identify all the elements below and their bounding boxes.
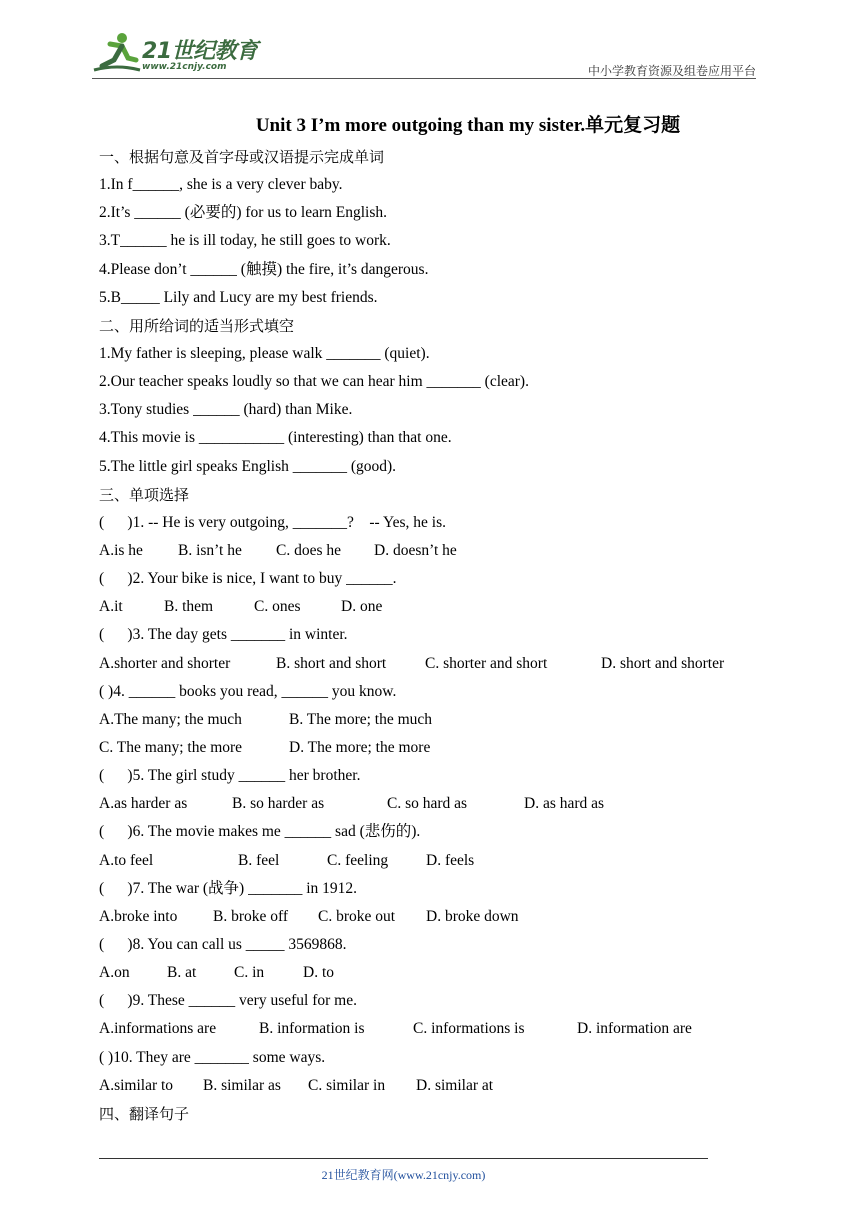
option-row [99, 847, 769, 875]
option: D. The more; the more [289, 738, 431, 756]
option-row [99, 1015, 769, 1043]
option: B. so harder as [232, 795, 325, 813]
section-heading: 三、单项选择 [99, 485, 190, 504]
option-row [99, 650, 769, 678]
option: C. similar in [308, 1076, 386, 1094]
question-item: 1.In f______, she is a very clever baby. [99, 176, 343, 194]
choice-question: ( )4. ______ books you read, ______ you know. [99, 682, 397, 700]
choice-question: ( )7. The war (战争) _______ in 1912. [99, 879, 358, 897]
option: D. as hard as [524, 795, 605, 813]
choice-question: ( )1. -- He is very outgoing, _______? -- Yes, he is. [99, 513, 446, 531]
option: A.broke into [99, 907, 178, 925]
option: B. information is [259, 1020, 365, 1038]
option: A.as harder as [99, 795, 188, 813]
option: D. one [341, 598, 383, 616]
platform-label: 中小学教育资源及组卷应用平台 [587, 64, 756, 78]
option: B. The more; the much [289, 710, 433, 728]
worksheet-content [99, 143, 769, 1128]
option: D. feels [426, 851, 475, 869]
option-row [99, 706, 769, 734]
question-item: 4.Please don’t ______ (触摸) the fire, it’s dangerous. [99, 260, 429, 278]
question-item: 5.B_____ Lily and Lucy are my best friends. [99, 288, 378, 306]
option: C. so hard as [387, 795, 468, 813]
option: A.is he [99, 541, 143, 559]
option: C. shorter and short [425, 654, 548, 672]
option: A.informations are [99, 1020, 217, 1038]
option: D. information are [577, 1020, 692, 1038]
option: D. broke down [426, 907, 519, 925]
option: A.The many; the much [99, 710, 242, 728]
logo-text: 21世纪教育 [142, 39, 258, 64]
option: B. similar as [203, 1076, 281, 1094]
choice-question: ( )6. The movie makes me ______ sad (悲伤的). [99, 823, 421, 841]
question-item: 2.Our teacher speaks loudly so that we can hear him _______ (clear). [99, 373, 529, 391]
option: C. feeling [327, 851, 389, 869]
option: C. in [234, 964, 265, 982]
section-heading: 四、翻译句子 [99, 1104, 190, 1123]
choice-question: ( )3. The day gets _______ in winter. [99, 626, 348, 644]
option-row [99, 903, 769, 931]
option: B. broke off [213, 907, 289, 925]
choice-question: ( )9. These ______ very useful for me. [99, 992, 357, 1010]
option-row [99, 790, 769, 818]
question-item: 4.This movie is ___________ (interesting) than that one. [99, 429, 452, 447]
choice-question: ( )8. You can call us _____ 3569868. [99, 935, 347, 953]
option: B. isn’t he [178, 541, 242, 559]
choice-question: ( )5. The girl study ______ her brother. [99, 767, 361, 785]
option: C. ones [254, 598, 301, 616]
section-heading: 二、用所给词的适当形式填空 [99, 316, 295, 335]
option-row [99, 1072, 769, 1100]
header-divider [92, 78, 756, 79]
option: C. broke out [318, 907, 396, 925]
runner-logo-icon [92, 30, 142, 76]
option-row [99, 537, 769, 565]
option-row [99, 593, 769, 621]
question-item: 2.It’s ______ (必要的) for us to learn English. [99, 204, 388, 222]
option: C. The many; the more [99, 738, 243, 756]
option: B. feel [238, 851, 280, 869]
question-item: 1.My father is sleeping, please walk _______ (quiet). [99, 344, 430, 362]
page-footer: 21世纪教育网(www.21cnjy.com) [321, 1168, 486, 1182]
option: D. short and shorter [601, 654, 725, 672]
choice-question: ( )10. They are _______ some ways. [99, 1048, 326, 1066]
option: D. doesn’t he [374, 541, 457, 559]
option: A.on [99, 964, 130, 982]
option: A.similar to [99, 1076, 174, 1094]
logo-url: www.21cnjy.com [142, 62, 227, 72]
choice-question: ( )2. Your bike is nice, I want to buy ______. [99, 570, 397, 588]
option: C. does he [276, 541, 342, 559]
option: B. short and short [276, 654, 387, 672]
option: C. informations is [413, 1020, 525, 1038]
option: B. them [164, 598, 214, 616]
option: B. at [167, 964, 197, 982]
option-row [99, 734, 769, 762]
logo [92, 30, 267, 76]
question-item: 3.T______ he is ill today, he still goes to work. [99, 232, 391, 250]
page-title: Unit 3 I’m more outgoing than my sister.单元复习题 [255, 115, 681, 136]
section-heading: 一、根据句意及首字母或汉语提示完成单词 [99, 148, 385, 166]
option-row [99, 959, 769, 987]
question-item: 3.Tony studies ______ (hard) than Mike. [99, 401, 353, 419]
option: A.it [99, 598, 123, 616]
option: D. to [303, 964, 334, 982]
question-item: 5.The little girl speaks English _______ (good). [99, 457, 397, 475]
option: D. similar at [416, 1076, 494, 1094]
option: A.shorter and shorter [99, 654, 231, 672]
footer-divider [99, 1158, 708, 1159]
option: A.to feel [99, 851, 154, 869]
page-header [92, 30, 756, 78]
